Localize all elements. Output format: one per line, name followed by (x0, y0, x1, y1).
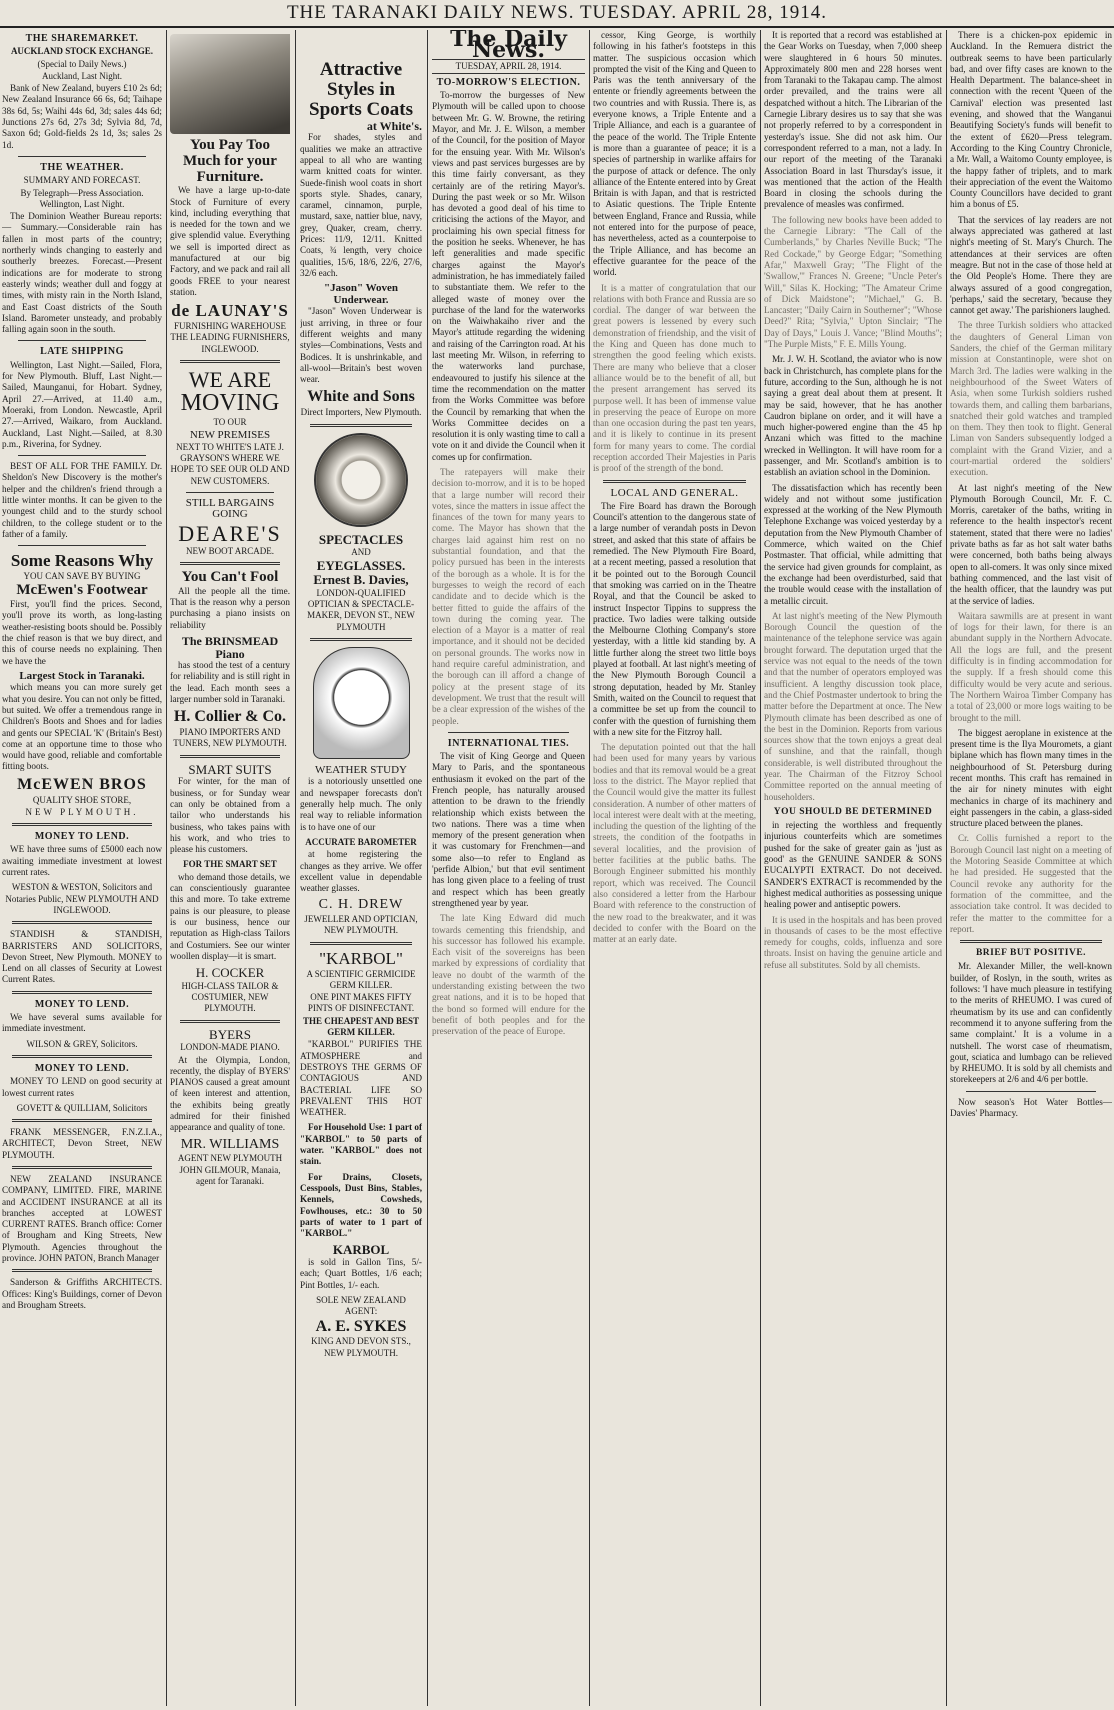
mcewen-stock: Largest Stock in Taranaki. (19, 669, 145, 682)
deare-sub: NEW BOOT ARCADE. (186, 545, 274, 556)
share-report: Bank of New Zealand, buyers £10 2s 6d; New Zealand Insurance 66 6s, 6d; Taihape 38s 6d, 5s; Waihi 44s 6d, 3d; sales 44s 6d; Junctions 27s 6d, 27s 3d; Sylvia 8d, 7d, Saxon 6d; Gold-fields 2s 1d, 3s; sales 2s 1d. (2, 83, 162, 150)
still-bargains: STILL BARGAINS GOING (185, 497, 275, 521)
sykes-name: A. E. SYKES (315, 1317, 407, 1335)
fool-headline: You Can't Fool (181, 569, 279, 585)
column-6 (764, 30, 942, 1706)
money2-heading: MONEY TO LEND. (34, 998, 130, 1010)
karbol-household: For Household Use: 1 part of "KARBOL" to 50 parts of water. "KARBOL" does not stain. (300, 1122, 422, 1167)
weather-heading: THE WEATHER. (40, 161, 124, 173)
nameplate: The Daily News. (450, 30, 567, 64)
sole-agent-label: SOLE NEW ZEALAND AGENT: (316, 1294, 406, 1317)
column7-filler-2: Waitara sawmills are at present in want of logs for their lawn, for there is an abundant supply in the Northern Advocate. All the logs are full, and the present difficulty is in finding accommodation for the supply. If a fresh should come this difficulty would be very acute and serious. The Northern Wairoa Timber Company has a total of 23,000 or more logs waiting to be brought to the mill. (950, 610, 1112, 723)
column7-text-2: That the services of lay readers are not always appreciated was gathered at last night's meeting of St. Mary's Church. The attendances at their services are often meagre. But not in the case of those held at the Old People's Home. There they are always assured of a good congregation, 'perhaps,' said the secretary, 'because they cannot get away.' The parishioners laughed. (950, 214, 1112, 316)
standish-notice: STANDISH & STANDISH, BARRISTERS AND SOLICITORS, Devon Street, New Plymouth. MONEY to Lend on all classes of Security at Lowest Current Rates. (2, 929, 162, 985)
drew-sub: JEWELLER AND OPTICIAN, NEW PLYMOUTH. (304, 914, 418, 936)
byers-text: At the Olympia, London, recently, the display of BYERS' PIANOS caused a great amount of keen interest and attention, the exhibits being greatly admired for their finished appearance and quality of tone. (170, 1054, 290, 1133)
stock-exchange-subheading: AUCKLAND STOCK EXCHANGE. (10, 46, 154, 57)
eyeglasses-headline: EYEGLASSES. (316, 558, 406, 574)
entente-text-continued: It is a matter of congratulation that our relations with both France and Russia are so cordial. The danger of war between the great powers is lessened by every such demonstration of friendship, and the visit of the King and Queen has done much to strengthen the good feeling which exists. There are many who believe that a closer alliance would be to the benefit of all, but the present arrangement has served its purpose well. It has been of immense value in preserving the peace of Europe on more than one occasion during the past ten years, and it is likely to continue in its present form for many years to come. The cordial reception accorded Their Majesties in Paris is proof of the strength of the bond. (593, 282, 756, 474)
masthead: THE TARANAKI DAILY NEWS. TUESDAY. APRIL 28, 1914. (0, 0, 1114, 28)
brinsmead-text: has stood the test of a century for reliability and is still right in the lead. Each month sees a larger number sold in Taranaki. (170, 660, 290, 705)
brief-positive-text: Mr. Alexander Miller, the well-known builder, of Roslyn, in the south, writes as follows: 'I have much pleasure in testifying to the merits of RHEUMO. I was cured of rheumatism by its use and can confidently recommend it to anyone suffering from the same complaint.' It is a volume in a nutshell. The worst case of rheumatism, gout, sciatica and lumbago can be relieved by RHEUMO. It is sold by all chemists and storekeepers at 2/6 and 4/6 per bottle. (950, 961, 1112, 1085)
column-1 (2, 30, 162, 1706)
mcewen-headline: Some Reasons Why (10, 551, 154, 571)
karbol-cheap: THE CHEAPEST AND BEST GERM KILLER. (302, 1015, 420, 1038)
share-location: Auckland, Last Night. (42, 70, 122, 81)
brief-positive-heading: BRIEF BUT POSITIVE. (975, 948, 1087, 959)
fool-text: All the people all the time. That is the reason why a person purchasing a piano insists on reliability (170, 585, 290, 630)
smart-set-heading: FOR THE SMART SET (183, 859, 277, 870)
column-5 (593, 30, 756, 1706)
sports-coats-text: For shades, styles and qualities we make an attractive appeal to all who are wanting warm knitted coats for winter. Suede-finish wool coats in short sports style. Shades, canary, caramel, cinnamon, purple, mustard, saxe, nattier blue, navy, grey, Quaker, cream, cherry. Prices: 11/9, 12/11. Knitted Coats, ¾ length, very choice qualities, 15/6, 18/6, 22/6, 27/6, 32/6 each. (300, 132, 422, 278)
karbol-name: KARBOL (332, 1242, 390, 1258)
brinsmead-headline: The BRINSMEAD Piano (181, 633, 279, 661)
jason-text: "Jason" Woven Underwear is just arriving, in three or four different weights and many styles—Combinations, Vests and Bodices. It is unshrinkable, and all-wool—Britain's best woven wear. (300, 306, 422, 385)
mcewen-town: NEW PLYMOUTH. (25, 806, 139, 817)
column-3 (300, 30, 422, 1706)
column-rule (589, 30, 590, 1706)
weather-subheading: SUMMARY AND FORECAST. (23, 175, 141, 186)
column6-text-3: The dissatisfaction which has recently been widely and not without some justification expressed at the working of the New Plymouth Telephone Exchange was voiced yesterday by a deputation from the New Plymouth Chamber of Commerce, which waited on the Chief Postmaster. That official, while admitting that the service had given grounds for complaint, as the exchange had been overdisturbed, said that the trouble would cease with the installation of a metallic circuit. (764, 482, 942, 606)
barometer-heading: ACCURATE BAROMETER (305, 836, 417, 847)
shipping-report: Wellington, Last Night.—Sailed, Flora, for New Plymouth. Bluff, Last Night.—Sailed, Maunganui, for Hobart. Sydney, April 27.—Arrived, at 11.40 a.m., Moeraki, from London. Newcastle, April 27.—Arrived, Waikaro, from Auckland. Auckland, Last Night.—Sailed, at 8.30 p.m., Riverina, for Sydney. (2, 359, 162, 449)
family-notice: BEST OF ALL FOR THE FAMILY. Dr. Sheldon's New Discovery is the mother's helper and the children's friend through a little winter months. It can be given to the youngest child and to the sturdy school children, to the college student or to the father of a family. (2, 461, 162, 539)
column7-filler-3: Cr. Collis furnished a report to the Borough Council last night on a meeting of the Motoring Seaside Committee at which he had presided. He suggested that the Council revoke any authority for the formation of the committee, and the association take control. It was decided to refer the matter to the committee for a report. (950, 833, 1112, 934)
column6-filler-2: At last night's meeting of the New Plymouth Borough Council the question of the maintenance of the telephone service was again brought forward. The deputation urged that the service was not equal to the needs of the town and that the number of operators employed was insufficient. A lengthy discussion took place, and the Chief Postmaster undertook to bring the matter before the Department at once. The New Plymouth climate has been described as one of the best in the Dominion. Reports from various sources show that the town enjoys a great deal of sunshine, and that the rainfall, though considerable, is well distributed throughout the year. The Chairman of the Fitzroy School Committee reported on the annual meeting of householders. (764, 610, 942, 802)
spectacles-headline: SPECTACLES (318, 531, 404, 547)
mcewen-body: First, you'll find the prices. Second, you'll prove its worth, as long-lasting weather-resisting boots should be. Possibly the chief reason is that we buy direct, and this of course needs no explaining. Then we have the (2, 599, 162, 666)
furniture-text: We have a large up-to-date Stock of Furniture of every kind, including everything that is needed for the town and we give splendid value. Everything we sell is imported direct as manufactured at our big Factory, and we pack and rail all goods FREE to your nearest station. (170, 185, 290, 297)
column6-text-2: Mr. J. W. H. Scotland, the aviator who is now back in Christchurch, has complete plans for the future, according to the Sun, although he is not saying a great deal about them at present. It may be said, however, that he has another Caudron biplane on order, and it will have a much higher-powered engine than the 45 hp Anzani which was fitted to the machine wrecked in Wellington. It will have room for a passenger, and Mr. Scotland's ambition is to establish an aviation school in the Dominion. (764, 354, 942, 478)
international-ties-heading: INTERNATIONAL TIES. (447, 737, 570, 749)
column6-text-1: It is reported that a record was established at the Gear Works on Tuesday, when 7,000 sheep were slaughtered in 6 hours 50 minutes. Approximately 800 men and 228 horses went from Taranaki to the Takapau camp. The almost order prevailed, and the trains were all despatched without a hitch. The Librarian of the Carnegie Library desires us to say that she was not properly referred to by a correspondent in yesterday's issue. She did not ask him. Our correspondent referred to a man, not a lady. In our report of the meeting of the Taranaki Association Board in last Thursday's issue, it was mentioned that the action of the Health Board in closing the schools during the prevalence of measles was confirmed. (764, 30, 942, 210)
international-ties-text: The visit of King George and Queen Mary to Paris, and the spontaneous enthusiasm it evoked on the part of the French people, has naturally aroused attention to be drawn to the friendly relationship which exists between the two nations. There was a time when memory of the present generation when it was customary for Frenchmen—and some also—to refer to England as 'perfide Albion,' but that evil sentiment has long given place to a feeling of trust and respect which has been greatly strengthened year by year. (432, 751, 585, 908)
money2-text: We have several sums available for immediate investment. (2, 1012, 162, 1034)
moving-premises: NEW PREMISES (189, 428, 271, 441)
mcewen-name: McEWEN BROS (17, 775, 147, 793)
sykes-sub: KING AND DEVON STS., NEW PLYMOUTH. (311, 1336, 411, 1358)
column-2 (170, 30, 290, 1706)
money3-firm: GOVETT & QUILLIAM, Solicitors (16, 1102, 148, 1113)
money-firm: WESTON & WESTON, Solicitors and Notaries Public, NEW PLYMOUTH AND INGLEWOOD. (5, 882, 159, 915)
mcewen-body-2: which means you can more surely get what you desire. You can not only be fitted, but suited. We offer a tremendous range in Children's Boots and Shoes and for ladies and gents our SPECIAL 'K' (Britain's Best) come at an opportune time to those who would have good, reliable and comfortable fitting boots. (2, 682, 162, 772)
griffiths-notice: Sanderson & Griffiths ARCHITECTS. Offices: King's Buildings, corner of Devon and Brougham Streets. (2, 1277, 162, 1310)
column-rule (946, 30, 947, 1706)
davies-sub: LONDON-QUALIFIED OPTICIAN & SPECTACLE-MAKER, DEVON ST., NEW PLYMOUTH (307, 587, 415, 632)
column6-filler-3: It is used in the hospitals and has been proved in thousands of cases to be the most effective remedy for coughs, colds, influenza and sore throats. Insist on having the genuine article and refuse all substitutes. Sold by all chemists. (764, 914, 942, 970)
column7-text-1: There is a chicken-pox epidemic in Auckland. In the Remuera district the outbreak seems to have been particularly bad, and over fifty cases are known to the Health Department. The balance-sheet in connection with the recent 'Queen of the Carnival' election was presented last evening, and showed that the Wanganui Beautifying Society's funds will benefit to the extent of £620—Press telegram. According to the King Country Chronicle, a Mr. Wall, a Waitomo County employee, is the happy father of triplets, and to mark their appreciation of the event the Waitomo County Councillors have decided to grant him a bonus of £5. (950, 30, 1112, 210)
collier-sub: PIANO IMPORTERS AND TUNERS, NEW PLYMOUTH. (173, 727, 287, 749)
column-rule (295, 30, 296, 1706)
moving-details: NEXT TO WHITE'S LATE J. GRAYSON'S WHERE WE HOPE TO SEE OUR OLD AND NEW CUSTOMERS. (170, 441, 290, 486)
smart-suits-headline: SMART SUITS (188, 761, 272, 777)
editorial-dateline: TUESDAY, APRIL 28, 1914. (432, 59, 585, 74)
jason-headline: "Jason" Woven Underwear. (323, 282, 399, 306)
local-general-text: The Fire Board has drawn the Borough Council's attention to the dangerous state of a large number of verandah posts in Devon street, and asked that this state of affairs be remedied. The New Plymouth Fire Board, at a recent meeting, passed a resolution that it be pointed out to the Borough Council that smoking was carried on in the Theatre Royal, and that the Council be asked to instruct Inspector Tippins to suppress the practice. Two ladies were talking outside the Melbourne Clothing Company's store yesterday, with a little kid standing by. A little further along the street two little boys played at football. At last night's meeting of the New Plymouth Borough Council a strong deputation, headed by Mr. Stanley Smith, waited on the Council to request that a committee be set up from the council to confer with the question of furnishing them with a new site for the Fitzroy hall. (593, 500, 756, 737)
smart-suits-text: For winter, for the man of business, or for Sunday wear can only be obtained from a tailor who understands his business, who takes pains with his work, and who tries to please his customers. (170, 776, 290, 855)
editorial-text-continued: The ratepayers will make their decision to-morrow, and it is to be hoped that a large number will record their votes, since the matters in issue affect the finances of the town for many years to come. The Mayor has shown that the charges laid against him rest on no substantial foundation, and that the policy pursued has been in the interests of the borough as a whole. It is for the burgesses to weigh the record of each candidate and to decide which is the better fitted to guide the affairs of the town during the coming year. The election of a Mayor is a matter of real importance, and it should not be decided on personal grounds. The works now in hand require careful administration, and the borough can ill afford a change of policy at the present stage of its development. We trust that the result will be a clear expression of the wishes of the people. (432, 466, 585, 726)
weather-dateline: By Telegraph—Press Association. Wellington, Last Night. (20, 187, 144, 209)
at-whites: at White's. (366, 118, 422, 133)
furniture-headline: You Pay Too Much for your Furniture. (183, 137, 277, 185)
collier-name: H. Collier & Co. (173, 708, 287, 726)
shipping-heading: LATE SHIPPING (40, 346, 124, 358)
local-general-continued: The deputation pointed out that the hall had been used for many years by various bodies and that its removal would be a great loss to the district. The Mayor replied that the Council would give the matter its fullest consideration. A number of other matters of local interest were dealt with at the meeting, including the question of the lighting of the streets, the condition of the footpaths in several localities, and the provision of better facilities at the public baths. The Borough Engineer submitted his monthly report, which was received. The Council also considered a letter from the Harbour Board with reference to the construction of the new road to the breakwater, and it was decided to confer with the Board on the matter at an early date. (593, 742, 756, 945)
karbol-drains: For Drains, Closets, Cesspools, Dust Bins, Stables, Kennels, Cowsheds, Fowlhouses, etc.: 30 to 50 parts of water to 1 part of "KARBOL." (300, 1171, 422, 1239)
tyd-text: in rejecting the worthless and frequently injurious counterfeits which are sometimes pushed for the sake of greater gain as 'just as good' as the GENUINE SANDER & SONS EUCALYPTI EXTRACT. Do not deceived. SANDER'S EXTRACT is recommended by the highest medical authorities as possessing unique healing power and antiseptic powers. (764, 820, 942, 910)
karbol-pint: ONE PINT MAKES FIFTY PINTS OF DISINFECTANT. (307, 992, 415, 1014)
messenger-notice: FRANK MESSENGER, F.N.Z.I.A., ARCHITECT, Devon Street, NEW PLYMOUTH. (2, 1127, 162, 1160)
byers-name: BYERS (209, 1026, 251, 1042)
williams-name: MR. WILLIAMS (180, 1136, 280, 1152)
spectacles-and: AND (351, 547, 371, 558)
moving-headline: MOVING (180, 390, 280, 417)
mcewen-subline: YOU CAN SAVE BY BUYING (23, 571, 141, 582)
local-general-heading: LOCAL AND GENERAL. (610, 486, 739, 499)
spectacles-emblem-icon (314, 433, 408, 527)
money-text: WE have three sums of £5000 each now awaiting immediate investment at lowest current rates. (2, 844, 162, 878)
money2-firm: WILSON & GREY, Solicitors. (26, 1038, 138, 1049)
karbol-sub: A SCIENTIFIC GERMICIDE GERM KILLER. (306, 968, 416, 990)
column7-text-4: The biggest aeroplane in existence at the present time is the Ilya Mouromets, a giant biplane which has flown many times in the neighbourhood of St. Petersburg during recent months. This craft has remained in the air for ninety minutes with eight mechanics in charge of its machinery and eight passengers in the cabin, a glass-sided structure placed between the planes. (950, 727, 1112, 829)
international-ties-cont: cessor, King George, is worthily following in his father's footsteps in this matter. The suspicious occasion which prompted the visit of the King and Queen to Paris was the tenth anniversary of the entente or friendly agreements between the two countries and with Russia. There is, as everyone knows, a Triple Entente and a Triple Alliance, and each is a guarantee of the peace of the world. The Triple Entente is more than a guarantee of peace; it is a species of partnership in warlike affairs for the purpose of attack or defence. The only alliance of the Entente entered into by Great Britain is with Japan, and that is restricted to Asiatic questions. The Triple Entente between England, France and Russia, while not entered into for the purpose of peace, has nevertheless, acted as a counterpoise to the Triple Alliance, and has become an effective guarantee for the peace of the world. (593, 30, 756, 278)
deare-name: DEARE'S (178, 520, 282, 546)
karbol-text: "KARBOL" PURIFIES THE ATMOSPHERE and DESTROYS THE GERMS OF CONTAGIOUS AND BACTERIAL LIFE SO PREVALENT THIS HOT WEATHER. (300, 1039, 422, 1118)
insurance-notice: NEW ZEALAND INSURANCE COMPANY, LIMITED. FIRE, MARINE and ACCIDENT INSURANCE at all its branches accepted at LOWEST CURRENT RATES. Branch office: Corner of Brougham and King Streets, New Plymouth. Agencies throughout the province. JOHN PATON, Branch Manager (2, 1173, 162, 1264)
portrait-illustration (170, 34, 290, 134)
weather-report: The Dominion Weather Bureau reports:— Summary.—Considerable rain has fallen in most parts of the country; northerly winds changing to easterly and southerly breezes. Forecast.—Present indications are for moderate to strong easterly winds; weather dull and foggy at times, with misty rain in the North Island, and East Coast districts of the South Island. Barometer unsteady, and probably falling again soon in the south. (2, 211, 162, 335)
delaunay-name: de LAUNAY'S (171, 301, 289, 321)
smart-set-text: who demand those details, we can conscientiously guarantee this and more. To take extreme pains is our pleasure, to please is our business, hence our reputation as High-class Tailors and Costumiers. See our winter woollen display—it is smart. (170, 871, 290, 961)
sports-coats-headline: Attractive Styles in Sports Coats (309, 59, 413, 120)
column-7 (950, 30, 1112, 1706)
money-heading: MONEY TO LEND. (34, 831, 130, 843)
column-4 (432, 30, 585, 1706)
drew-name: C. H. DREW (318, 897, 404, 913)
international-ties-continued: The late King Edward did much towards cementing this friendship, and his successor has followed his example. Each visit of the sovereigns has been marked by expressions of cordiality that leave no doubt of the warmth of the understanding existing between the two great nations, and it is to be hoped that the bond so formed will endure for the benefit of both peoples and for the preservation of the peace of Europe. (432, 913, 585, 1037)
moving-we-are: WE ARE (188, 366, 272, 392)
byers-sub: LONDON-MADE PIANO. (180, 1042, 280, 1053)
mcewen-footwear: McEwen's Footwear (16, 582, 148, 599)
delaunay-sub: FURNISHING WAREHOUSE THE LEADING FURNISHERS, INGLEWOOD. (170, 321, 290, 354)
davies-name: Ernest B. Davies, (313, 572, 409, 588)
column-rule (760, 30, 761, 1706)
column7-filler-1: The three Turkish soldiers who attacked the daughters of General Liman von Sanders, the chief of the German military mission at Constantinople, were shot on March 3rd. The ladies were walking in the neighbourhood of the Sweet Waters of Asia, when some Turkish soldiers rushed towards them, and calling them barbarians, snatched their gold watches and trampled on them. They then took to flight. General Liman von Sanders subsequently lodged a complaint with the Grand Vizier, and a court-martial ordered the soldiers' execution. (950, 320, 1112, 478)
williams-sub: AGENT NEW PLYMOUTH JOHN GILMOUR, Manaia, agent for Taranaki. (177, 1153, 283, 1186)
weather-study-text: is a notoriously unsettled one and newspaper forecasts don't generally help much. The only real way to reliable information is to have one of our (300, 776, 422, 832)
cocker-sub: HIGH-CLASS TAILOR & COSTUMIER, NEW PLYMOUTH. (181, 980, 279, 1014)
karbol-headline: "KARBOL" (319, 948, 403, 968)
white-sons-sub: Direct Importers, New Plymouth. (300, 407, 422, 418)
tyd-heading: YOU SHOULD BE DETERMINED (773, 806, 933, 817)
column6-filler-1: The following new books have been added to the Carnegie Library: "The Call of the Cumberlands," by Charles Neville Buck; "The Red Cockade," by George Edgar; "Something Afar," Maxwell Gray; "The Flight of the 'Swallow,'" Frances N. Greene; "Uncle Peter's Will," Silas K. Hocking; "The Amateur Crime of Dick Maidstone"; "Michael," G. B. Lancaster; "Daily Cairn in Southerner"; "Whose Deed?" Rita; "Sylvia," Upton Sinclair; "The Day of Days," Louis J. Vance; "Blind Mouths"; "The Purple Mists," F. E. Mills Young. (764, 214, 942, 350)
column-rule (166, 30, 167, 1706)
hot-water-notice: Now season's Hot Water Bottles—Davies' Pharmacy. (950, 1096, 1112, 1119)
white-sons-name: White and Sons (307, 388, 415, 406)
barometer-illustration-icon (313, 647, 410, 759)
editorial-text: To-morrow the burgesses of New Plymouth will be called upon to choose between Mr. G. W. Browne, the retiring Mayor, and Mr. J. E. Wilson, a member of the Council, for the position of Mayor for the ensuing year. With Mr. Wilson's views and past services burgesses are by this time fairly conversant, as they certainly are of the retiring Mayor's. During the past week or so Mr. Wilson has devoted a good deal of his time to criticising the actions of the Mayor, and proclaiming his own special fitness for the position he seeks. Whenever, he has left generalities and made specific charges against the Mayor's administration, he has immediately failed to substantiate them. We refer to the alleged waste of money over the purchase of the land for the waterworks on the Waiwhakaiho river and the Mayor's attitude regarding the widening and raising of the Carrington road. At his last meeting Mr. Wilson, in referring to the waterworks land purchase, endeavoured to justify his silence at the time the recommendation on the matter from the Works Committee was before the Council by remarking that when the Works Committee decides on a resolution it is only wasting time to call a vote on it and divide the Council when it comes up for confirmation. (432, 90, 585, 462)
column-rule (427, 30, 428, 1706)
barometer-text: at home registering the changes as they arrive. We offer excellent value in dependable weather glasses. (300, 849, 422, 894)
editorial-heading: TO-MORROW'S ELECTION. (436, 76, 581, 88)
column7-text-3: At last night's meeting of the New Plymouth Borough Council, Mr. F. C. Morris, caretaker of the baths, writing in reference to the health inspector's recent statement, stated that there were no ladies' private baths as far as hot salt water baths were concerned, both baths being always open to all-comers. It was only since mixed bathing commenced, and the last visit of the health officer, that the laundry was put at the service of ladies. (950, 482, 1112, 606)
share-dateline: (Special to Daily News.) (37, 58, 127, 69)
cocker-name: H. COCKER (195, 965, 265, 981)
weather-study-heading: WEATHER STUDY (315, 763, 407, 776)
money3-text: MONEY TO LEND on good security at lowest current rates (2, 1076, 162, 1098)
moving-to-our: TO OUR (213, 417, 247, 428)
money3-heading: MONEY TO LEND. (34, 1062, 130, 1074)
karbol-price: is sold in Gallon Tins, 5/- each; Quart Bottles, 1/6 each; Pint Bottles, 1/- each. (300, 1257, 422, 1290)
mcewen-tag: QUALITY SHOE STORE, (32, 794, 132, 805)
sharemarket-heading: THE SHAREMARKET. (25, 33, 139, 44)
